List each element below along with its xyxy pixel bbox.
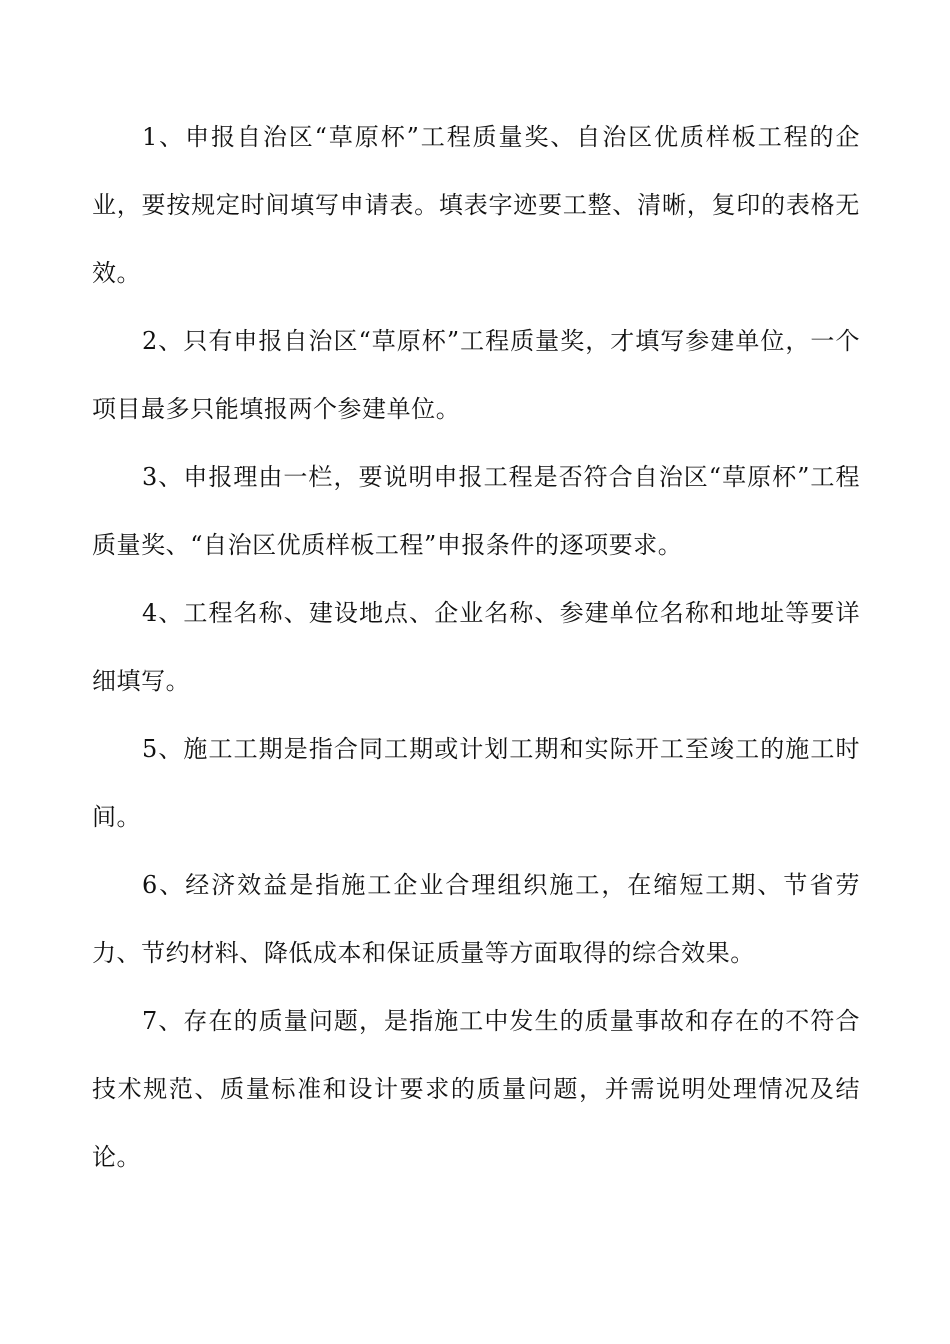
instruction-paragraph-7: 7、存在的质量问题，是指施工中发生的质量事故和存在的不符合技术规范、质量标准和设计要求的质量问题，并需说明处理情况及结论。 <box>92 1007 860 1171</box>
instruction-paragraph-6: 6、经济效益是指施工企业合理组织施工，在缩短工期、节省劳力、节约材料、降低成本和保证质量等方面取得的综合效果。 <box>92 871 860 967</box>
document-body <box>92 103 860 1191</box>
instruction-paragraph-1: 1、申报自治区“草原杯”工程质量奖、自治区优质样板工程的企业，要按规定时间填写申请表。填表字迹要工整、清晰，复印的表格无效。 <box>92 123 860 287</box>
instruction-paragraph-5: 5、施工工期是指合同工期或计划工期和实际开工至竣工的施工时间。 <box>92 735 860 831</box>
instruction-paragraph-2: 2、只有申报自治区“草原杯”工程质量奖，才填写参建单位，一个项目最多只能填报两个参建单位。 <box>92 327 860 423</box>
instruction-paragraph-3: 3、申报理由一栏，要说明申报工程是否符合自治区“草原杯”工程质量奖、“自治区优质样板工程”申报条件的逐项要求。 <box>92 463 860 559</box>
instruction-paragraph-4: 4、工程名称、建设地点、企业名称、参建单位名称和地址等要详细填写。 <box>92 599 860 695</box>
